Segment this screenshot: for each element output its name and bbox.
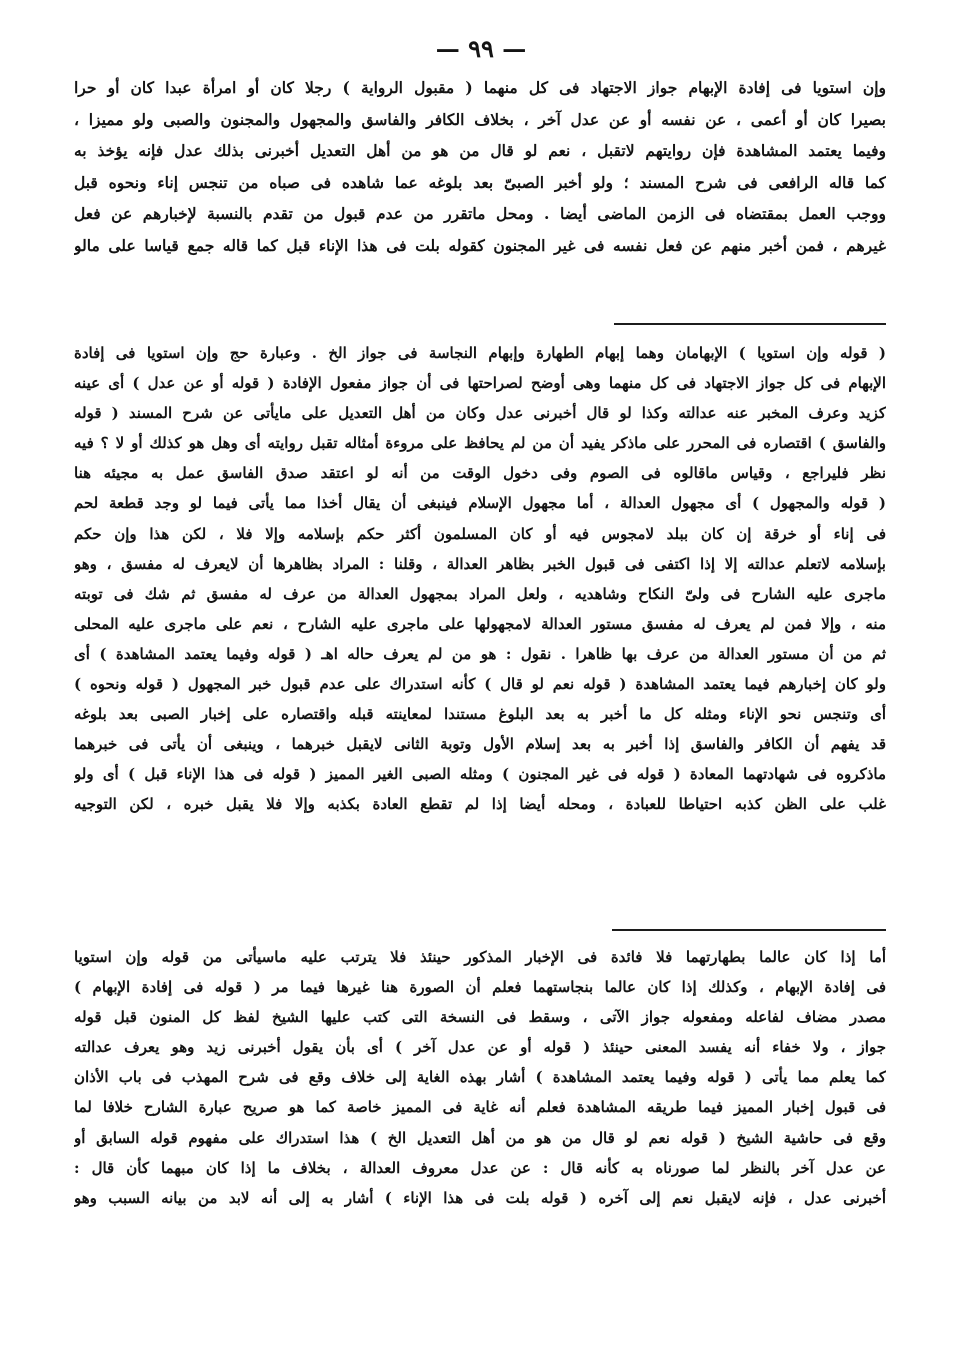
main-line: بصيرا كان أو أعمى ، عن نفسه أو عن عدل آخر ، بخلاف الكافر والفاسق والمجهول والمجنون والصبى ولو مميزا ، [74,109,886,129]
commentary-line: ماذكروه فى شهادتهما المعادة ( قوله فى غير المجنون ) ومثله الصبى الغير المميز ( قوله فى هذا الإناء قبل ) أى ولو [74,765,886,784]
main-text [74,72,886,262]
commentary-line: ( قوله وإن استويا ) الإبهامان وهما إبهام الطهارة وإبهام النجاسة فى جواز الخ . وعبارة حج وإن استويا فى إفادة [74,344,886,362]
commentary-line: ولو كان إخبارهم فيما يعتمد المشاهدة ( قوله نعم لو قال ) كأنه استدراك على عدم قبول خبر المجهول ( قوله ونحوه ) [74,675,886,694]
gloss-line: أما إذا كان عالما بطهارتهما فلا فائدة فى الإخبار المذكور حينئذ فلا يترتب عليه ماسيأتى من قوله وإن استويا [74,948,886,966]
main-line: غيرهم ، فمن أخبر منهم عن فعل نفسه فى غير المجنون كقوله بلت فى هذا الإناء قبل كما قاله جمع قياسا على مالو [74,235,886,255]
commentary-line: قد يفهم أن الكافر والفاسق إذا أخبر به بعد إسلام الأول وتوبة الثانى لايقبل خبرهما ، وينبغى أن يأتى فى خبرهما [74,735,886,754]
commentary-line: أى وتنجس نحو الإناء ومثله كل ما أخبر به بعد البلوغ مستندا لمعاينته قبله واقتصاره على إخبار الصبى بعد بلوغه [74,705,886,724]
gloss-text [74,942,886,1213]
gloss-line: مصدر مضاف لفاعله ومفعوله جواز الآتى ، وسقط فى النسخة التى كتب عليها الشيخ لفظ كل المنون قبل قوله [74,1008,886,1027]
section-divider [612,929,886,931]
commentary-line: غلب على الظن كذبه احتياطا للعبادة ، ومحله أيضا إذا لم تقطع العادة بكذبه وإلا فلا يقبل خبره ، لكن التوجيه [74,795,886,814]
gloss-line: وقع فى حاشية الشيخ ( قوله نعم لو قال من هو من أهل التعديل الخ ) هذا استدراك على مفهوم قوله السابق أو [74,1128,886,1147]
gloss-line: فى إفادة الإبهام ، وكذلك إذا كان عالما بنجاستهما فعلم أن الصورة هنا غيرها فيما مر ( قوله فى إفادة الإبهام ) [74,978,886,997]
gloss-line: فى قبول إخبار المميز فيما طريقه المشاهدة فعلم أنه غاية فى المميز خاصة كما هو صريح عبارة الشارح خلافا لما [74,1098,886,1117]
main-line: وفيما يعتمد المشاهدة فإن روايتهم لاتقبل ، نعم لو قال من هو من أهل التعديل أخبرنى بذلك عدل فإنه يؤخذ به [74,141,886,161]
commentary-line: ماجرى عليه الشارح فى ولىّ النكاح وشاهديه ، ولعل المراد بمجهول العدالة من عرف له مفسق ثم شك فى توبته [74,584,886,603]
commentary-line: بإسلامه لاتعلم عدالته إلا إذا اكتفى فى قبول الخبر بظاهر العدالة ، وقلنا : المراد بظاهرها أن لايعرف له مفسق ، وهو [74,554,886,573]
gloss-line: جواز ، ولا خفاء أنه يفسد المعنى حينئذ ( قوله أو عن عدل آخر ) أى بأن يقول أخبرنى زيد وهو يعرف عدالته [74,1038,886,1057]
commentary-line: الإبهام فى كل جواز الاجتهاد فى كل منهما وهى أوضح لصراحتها فى أن جواز مفعول الإفادة ( قوله أو عن عدل ) أى عينه [74,374,886,393]
commentary-text [74,338,886,820]
commentary-line: فى إناء أو خرقة إن كان ببلد لامجوس فيه أو كان المسلمون أكثر حكم بإسلامه وإلا فلا ، لكن هذا وإن حكم [74,524,886,543]
commentary-line: كزيد وعرف المخبر عنه عدالته وكذا لو قال أخبرنى عدل وكان من أهل التعديل على مايأتى عن شرح المسند ( قوله [74,404,886,423]
main-line: كما قاله الرافعى فى شرح المسند ؛ ولو أخبر الصبىّ بعد بلوغه عما شاهده فى صباه من تنجس إناء ونحوه قبل [74,172,886,192]
commentary-line: والفاسق ) اقتصاره فى المحرر على ماذكر يفيد أن من لم يحافظ على مروءة أمثاله تقبل روايته أى وهل هو كذلك أو لا ؟ فيه [74,434,886,453]
page-number: — ٩٩ — [435,34,527,63]
main-line: ووجب العمل بمقتضاه فى الزمن الماضى أيضا . ومحل ماتقرر من عدم قبول من تقدم بالنسبة لإخبارهم عن فعل [74,204,886,224]
gloss-line: عن عدل آخر بالنظر لما صورناه به كأنه قال : عن عدل معروف العدالة ، بخلاف ما إذا كان مبهما كأن قال : [74,1158,886,1177]
main-line: وإن استويا فى إفادة الإبهام جواز الاجتهاد فى كل منهما ( مقبول الرواية ) رجلا كان أو امرأة عبدا كان أو حرا [74,78,886,97]
gloss-line: كما يعلم مما يأتى ( قوله وفيما يعتمد المشاهدة ) أشار بهذه الغاية إلى خلاف وقع فى شرح المهذب فى باب الأذان [74,1068,886,1087]
commentary-line: ( قوله والمجهول ) أى مجهول العدالة ، أما مجهول الإسلام فينبغى أن يقال أخذا مما يأتى فيما لو وجد قطعة لحم [74,494,886,513]
commentary-line: منه ، وإلا فمن لم يعرف له مفسق مستور العدالة لامجهولها على ماجرى عليه الشارح ، نعم على ماجرى عليه المحلى [74,614,886,633]
section-divider [614,323,886,325]
commentary-line: ثم من أن مستور العدالة من عرف بها ظاهرا . نقول : هو من لم يعرف حاله اهـ ( قوله وفيما يعتمد المشاهدة ) أى [74,644,886,663]
gloss-line: أخبرنى عدل ، فإنه لايقبل نعم إلى آخره ( قوله بلت فى هذا الإناء ) أشار به إلى أنه لابد من بيانه السبب وهو [74,1188,886,1207]
commentary-line: نظر فليراجع ، وقياس ماقالوه فى الصوم وفى دخول الوقت من أنه لو اعتقد صدق الفاسق عمل به مجيئه هنا [74,464,886,483]
